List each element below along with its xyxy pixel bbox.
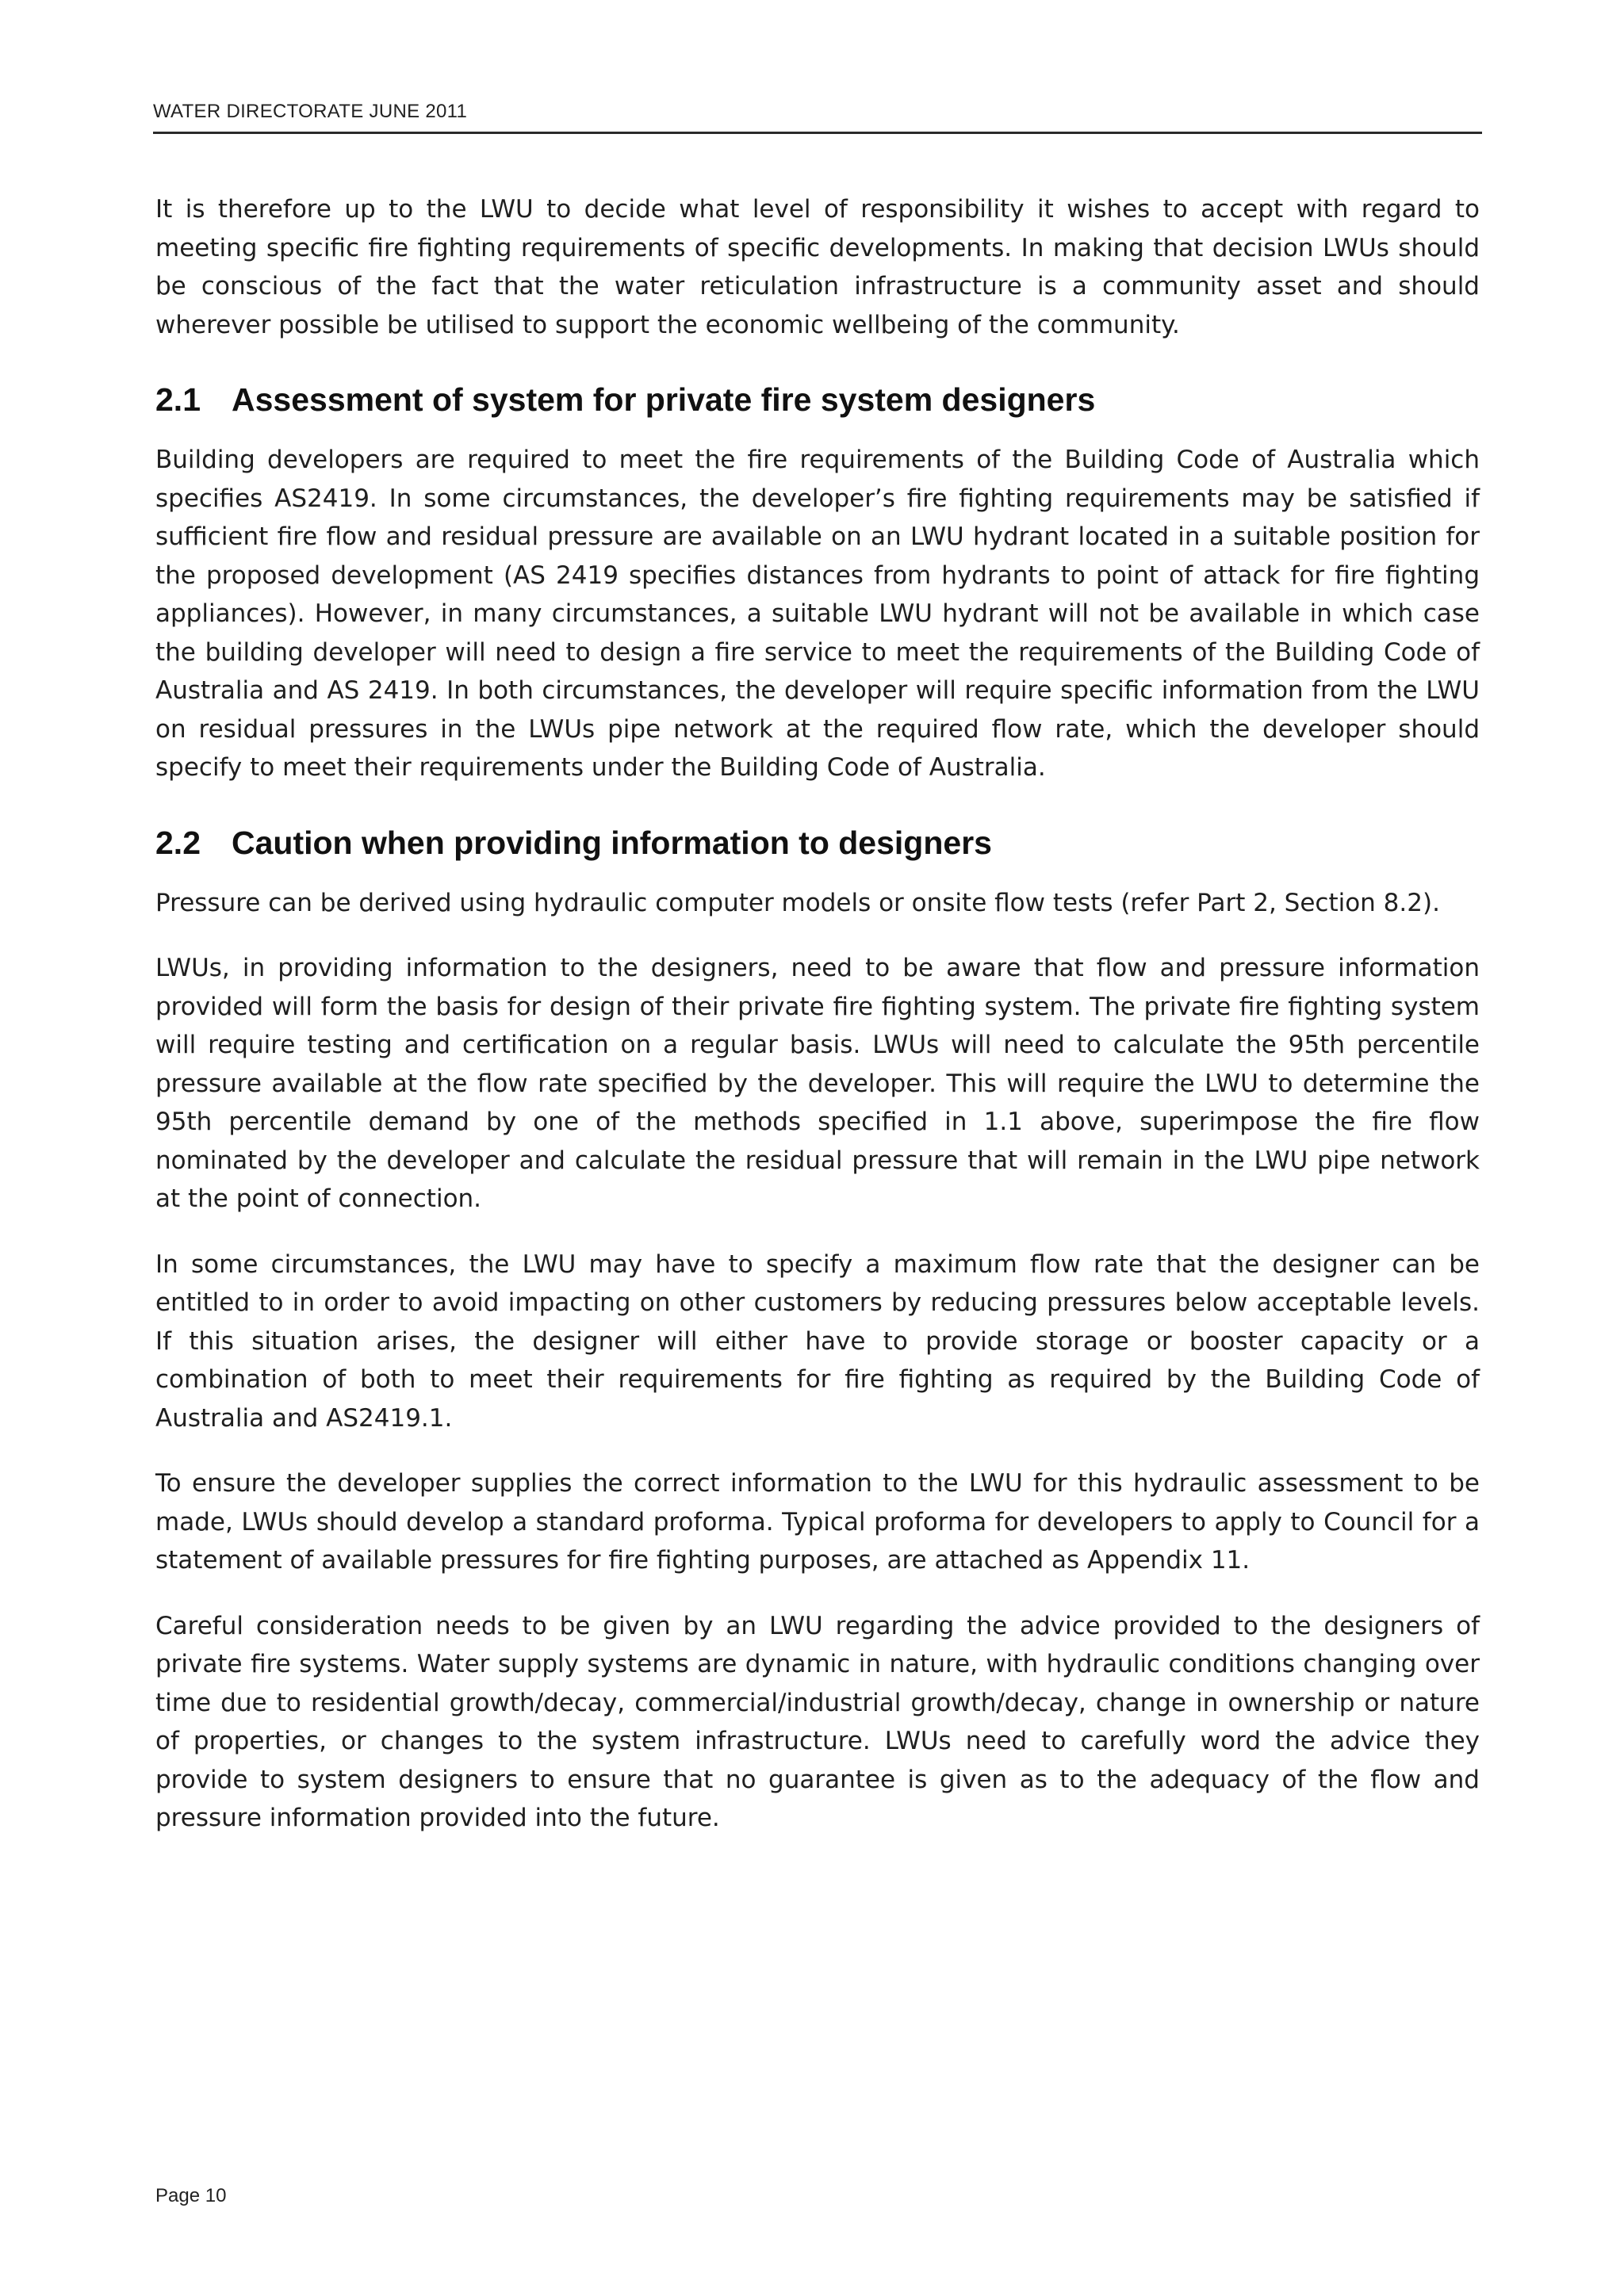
section-2-1-paragraph: Building developers are required to meet the fire requirements of the Building Code of Australia which specifies AS2419. In some circumstances, the developer’s fire fighting requirements may be satisfied if sufficient fire flow and residual pressure are available on an LWU hydrant located in a suitable position for the proposed development (AS 2419 specifies distances from hydrants to point of attack for fire fighting appliances). However, in many circumstances, a suitable LWU hydrant will not be available in which case the building developer will need to design a fire service to meet the requirements of the Building Code of Australia and AS 2419. In both circumstances, the developer will require specific information from the LWU on residual pressures in the LWUs pipe network at the required flow rate, which the developer should specify to meet their requirements under the Building Code of Australia. [155, 446, 1480, 782]
section-2-2-paragraph: Careful consideration needs to be given by an LWU regarding the advice provided to the designers of private fire systems. Water supply systems are dynamic in nature, with hydraulic conditions changing over time due to residential growth/decay, commercial/industrial growth/decay, change in ownership or nature of properties, or changes to the system infrastructure. LWUs need to carefully word the advice they provide to system designers to ensure that no guarantee is given as to the adequacy of the flow and pressure information provided into the future. [155, 1611, 1480, 1832]
section-number: 2.2 [155, 824, 201, 861]
section-title: Assessment of system for private fire system designers [232, 381, 1096, 418]
section-2-2-paragraph: Pressure can be derived using hydraulic computer models or onsite flow tests (refer Part 2, Section 8.2). [155, 888, 1440, 917]
section-2-2-paragraph: LWUs, in providing information to the designers, need to be aware that flow and pressure information provided will form the basis for design of their private fire fighting system. The private fire fighting system will require testing and certification on a regular basis. LWUs will need to calculate the 95th percentile pressure available at the flow rate specified by the developer. This will require the LWU to determine the 95th percentile demand by one of the methods specified in 1.1 above, superimpose the fire flow nominated by the developer and calculate the residual pressure that will remain in the LWU pipe network at the point of connection. [155, 954, 1480, 1213]
section-2-2-paragraph: In some circumstances, the LWU may have to specify a maximum flow rate that the designer can be entitled to in order to avoid impacting on other customers by reducing pressures below acceptable levels. If this situation arises, the designer will either have to provide storage or booster capacity or a combination of both to meet their requirements for fire fighting as required by the Building Code of Australia and AS2419.1. [155, 1249, 1480, 1433]
page-body [155, 190, 1480, 1865]
section-title: Caution when providing information to designers [232, 824, 992, 861]
running-header: WATER DIRECTORATE JUNE 2011 [153, 98, 1482, 134]
section-number: 2.1 [155, 381, 201, 418]
intro-paragraph: It is therefore up to the LWU to decide what level of responsibility it wishes to accept with regard to meeting specific fire fighting requirements of specific developments. In making that decision LWUs should be conscious of the fact that the water reticulation infrastructure is a community asset and should wherever possible be utilised to support the economic wellbeing of the community. [155, 195, 1480, 339]
section-2-2-paragraph: To ensure the developer supplies the correct information to the LWU for this hydraulic assessment to be made, LWUs should develop a standard proforma. Typical proforma for developers to apply to Council for a statement of available pressures for fire fighting purposes, are attached as Appendix 11. [155, 1469, 1480, 1575]
section-heading-2-1 [155, 377, 1480, 422]
page-number: Page 10 [155, 2185, 227, 2206]
section-heading-2-2 [155, 821, 1480, 865]
